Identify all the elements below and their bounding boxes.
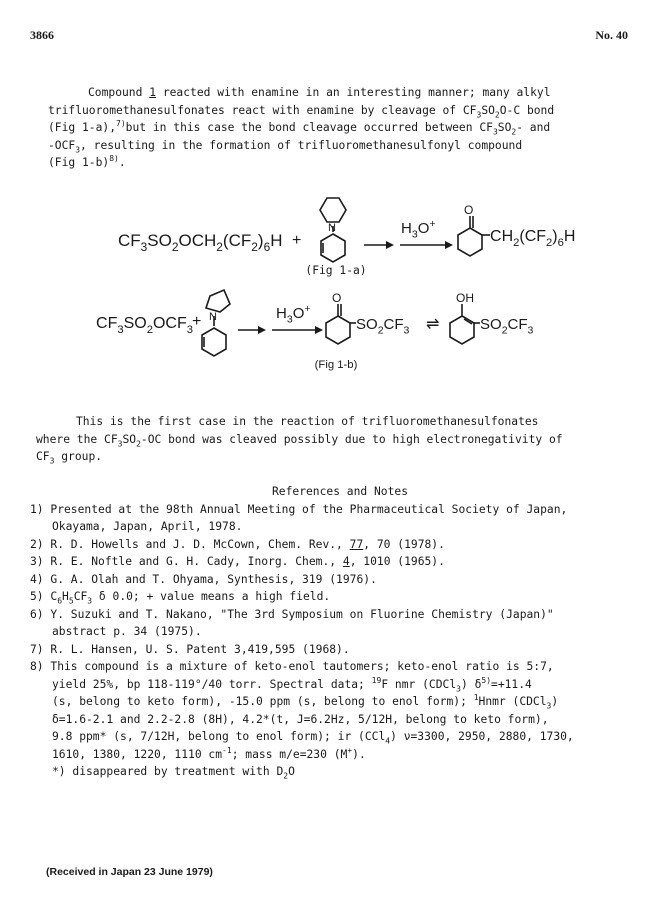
reference-1-cont: Okayama, Japan, April, 1978. — [52, 520, 243, 533]
reference-4: 4) G. A. Olah and T. Ohyama, Synthesis, 319 (1976). — [30, 572, 377, 586]
para2-line3: $CF_3$ group. — [36, 450, 103, 466]
page-number: 3866 — [30, 28, 54, 42]
para1-line2: trifluoromethanesulfonates react with enamine by cleavage of $CF_3SO_2O-C$ bond — [48, 103, 555, 119]
acid-label-b: $H_3O^+$ — [276, 303, 311, 326]
keto-form-structure — [326, 304, 356, 344]
received-date: (Received in Japan 23 June 1979) — [46, 866, 213, 878]
acid-label-a: $H_3O^+$ — [401, 218, 436, 241]
fig-1b-caption: (Fig 1-b) — [314, 359, 358, 371]
para1-line1: Compound 1 reacted with enamine in an interesting manner; many alkyl — [88, 86, 551, 99]
fig-1a-caption: (Fig 1-a) — [305, 264, 367, 277]
enol-form-structure — [450, 304, 480, 344]
enol-substituent: $SO_2CF_3$ — [480, 316, 534, 337]
pyrrolidine-enamine-structure — [202, 290, 230, 356]
plus-sign: + — [292, 232, 302, 249]
issue-number: No. 40 — [595, 28, 628, 42]
references-section — [30, 483, 650, 781]
svg-text:+: + — [192, 313, 202, 330]
reference-6-cont: abstract p. 34 (1975). — [52, 625, 202, 638]
reference-8-line4: δ=1.6-2.1 and 2.2-2.8 (8H), 4.2*(t, J=6.2Hz, 5/12H, belong to keto form), — [52, 712, 549, 726]
svg-text:O: O — [332, 291, 342, 305]
reference-8-line2: yield 25%, bp 118-119°/40 torr. Spectral data; $^{19}$F nmr (CDCl$_3$) $\delta^{5)}=+11.4$ — [52, 675, 532, 693]
reference-8-line6: 1610, 1380, 1220, 1110 $cm^{-1}$; mass m/e=230 (M+). — [52, 745, 366, 761]
reference-8-line3: (s, belong to keto form), -15.0 ppm (s, belong to enol form); $^1$Hnmr (CDCl$_3$) — [52, 693, 559, 711]
reference-3: 3) R. E. Noftle and G. H. Cady, Inorg. Chem., 4, 1010 (1965). — [30, 555, 445, 568]
para1-line4: $-OCF_3$, resulting in the formation of trifluoromethanesulfonyl compound — [48, 138, 523, 154]
reference-1: 1) Presented at the 98th Annual Meeting of the Pharmaceutical Society of Japan, — [30, 502, 568, 516]
cyclohexanone-structure — [458, 216, 490, 256]
keto-substituent: $SO_2CF_3$ — [356, 316, 410, 337]
para1-line5: (Fig 1-b)$^{8)}$. — [48, 154, 126, 169]
scheme-fig-1a — [0, 190, 672, 280]
reagent-triflate-a: $CF_3SO_2OCH_2(CF_2)_6H$ — [118, 231, 283, 255]
reference-8-line5: 9.8 ppm* (s, 7/12H, belong to enol form); ir (CCl$_4$) ν=3300, 2950, 2880, 1730, — [52, 730, 574, 746]
reference-8-line7: *) disappeared by treatment with $D_2O$ — [52, 765, 295, 781]
equilibrium-arrows: ⇌ — [426, 316, 440, 333]
para2-line1: This is the first case in the reaction of trifluoromethanesulfonates — [76, 415, 539, 428]
svg-text:N: N — [209, 311, 217, 323]
svg-text:O: O — [464, 203, 474, 217]
intro-paragraph — [48, 84, 638, 172]
scheme-fig-1b — [0, 286, 672, 376]
para1-line3: (Fig 1-a),$^{7)}$but in this case the bond cleavage occurred between $CF_3SO_2-$ and — [48, 119, 551, 137]
enol-hydroxyl: OH — [456, 291, 475, 305]
product-chain-a: $CH_2(CF_2)_6H$ — [490, 228, 576, 249]
reference-5: 5) $C_6H_5CF_3$ δ 0.0; + value means a high field. — [30, 590, 331, 606]
reference-7: 7) R. L. Hansen, U. S. Patent 3,419,595 (1968). — [30, 642, 350, 656]
conclusion-paragraph — [36, 413, 646, 466]
reagent-triflate-b: $CF_3SO_2OCF_3$ — [96, 315, 193, 336]
reference-2: 2) R. D. Howells and J. D. McCown, Chem. Rev., 77, 70 (1978). — [30, 537, 445, 551]
references-title: References and Notes — [271, 485, 409, 498]
compound-number: 1 — [149, 86, 157, 99]
svg-text:N: N — [328, 222, 336, 234]
reference-6: 6) Y. Suzuki and T. Nakano, "The 3rd Symposium on Fluorine Chemistry (Japan)" — [30, 607, 554, 621]
para2-line2: where the $CF_3SO_2-OC$ bond was cleaved possibly due to high electronegativity of — [36, 432, 563, 448]
reference-8: 8) This compound is a mixture of keto-enol tautomers; keto-enol ratio is 5:7, — [30, 660, 554, 673]
